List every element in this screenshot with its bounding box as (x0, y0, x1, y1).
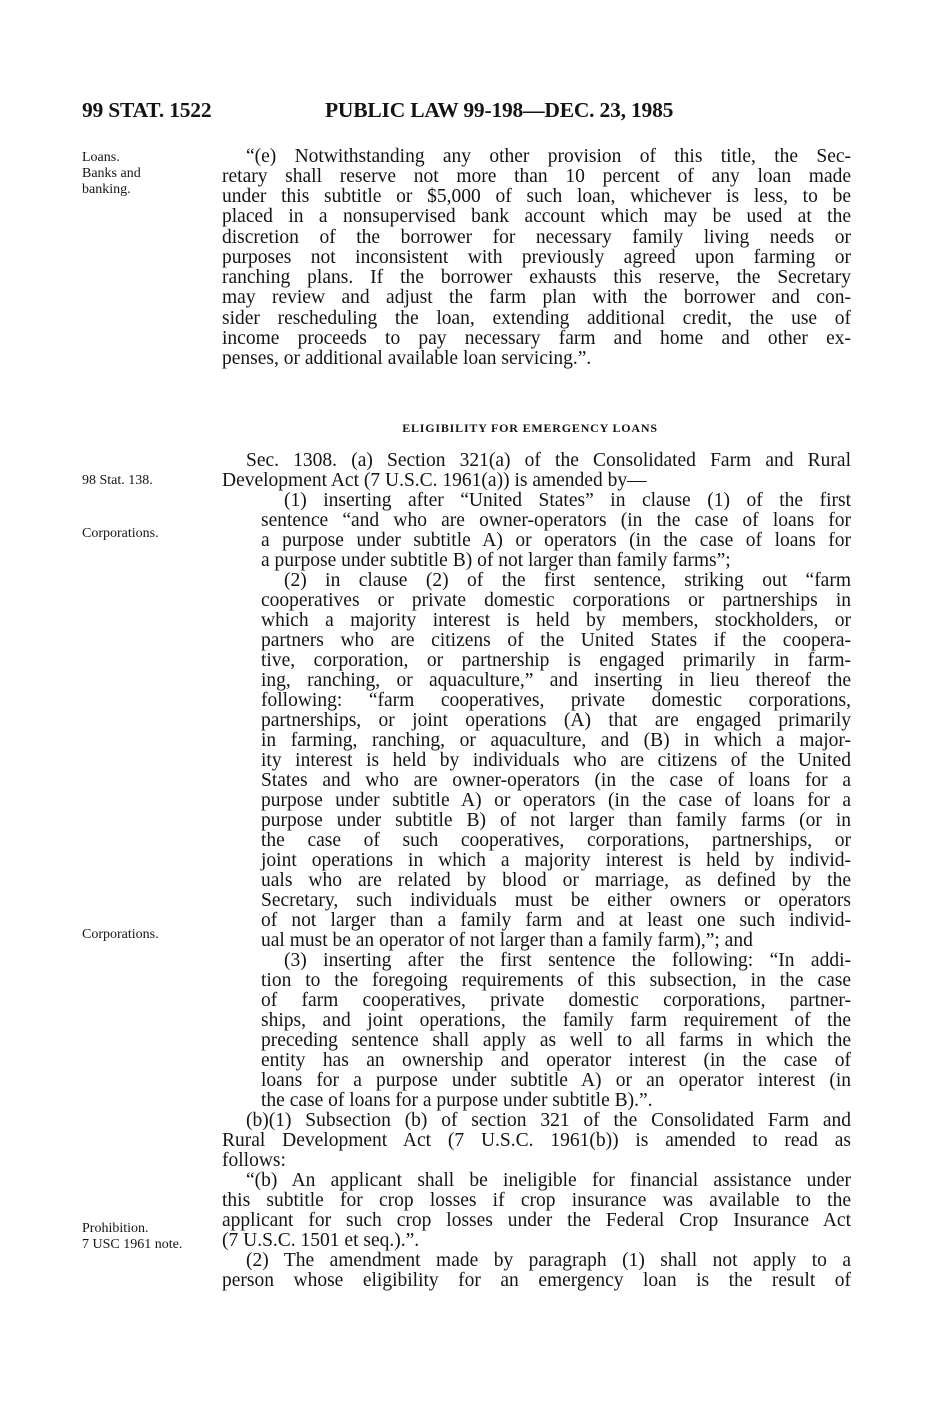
text-line: which a majority interest is held by members, stockholders, or (261, 610, 851, 631)
text-line: preceding sentence shall apply as well to all farms in which the (261, 1030, 851, 1051)
text-line: “(e) Notwithstanding any other provision of this title, the Sec- (246, 146, 851, 167)
text-line: under this subtitle or $5,000 of such loan, whichever is less, to be (222, 186, 851, 207)
margin-note-loans (82, 150, 222, 198)
text-line: (2) in clause (2) of the first sentence, striking out “farm (284, 570, 851, 591)
text-line: (7 U.S.C. 1501 et seq.).”. (222, 1230, 420, 1251)
text-line: the case of loans for a purpose under subtitle B).”. (261, 1090, 653, 1111)
text-line: purpose under subtitle A) or operators (in the case of loans for a (261, 790, 851, 811)
margin-note-prohibition (82, 1221, 222, 1253)
text-line: partnerships, or joint operations (A) that are engaged primarily (261, 710, 851, 731)
text-line: of farm cooperatives, private domestic corporations, partner- (261, 990, 851, 1011)
stat-page-number: 99 STAT. 1522 (82, 98, 212, 122)
law-title: PUBLIC LAW 99-198—DEC. 23, 1985 (325, 98, 674, 122)
text-line: ing, ranching, or aquaculture,” and inserting in lieu thereof the (261, 670, 851, 691)
text-line: ual must be an operator of not larger than a family farm),”; and (261, 930, 753, 951)
margin-note-line: Corporations. (82, 927, 159, 942)
text-line: follows: (222, 1150, 286, 1171)
text-line: loans for a purpose under subtitle A) or an operator interest (in (261, 1070, 851, 1091)
text-line: purposes not inconsistent with previously agreed upon farming or (222, 247, 851, 268)
margin-note-line: 98 Stat. 138. (82, 473, 153, 488)
text-line: placed in a nonsupervised bank account which may be used at the (222, 206, 851, 227)
text-line: discretion of the borrower for necessary family living needs or (222, 227, 851, 248)
text-line: (b)(1) Subsection (b) of section 321 of the Consolidated Farm and (246, 1110, 851, 1131)
text-line: income proceeds to pay necessary farm and home and other ex- (222, 328, 851, 349)
text-line: tive, corporation, or partnership is engaged primarily in farm- (261, 650, 851, 671)
text-line: a purpose under subtitle B) of not larger than family farms”; (261, 550, 731, 571)
margin-note-line: Prohibition. (82, 1221, 149, 1236)
text-line: ranching plans. If the borrower exhausts this reserve, the Secretary (222, 267, 851, 288)
text-line: may review and adjust the farm plan with the borrower and con- (222, 287, 851, 308)
text-line: retary shall reserve not more than 10 percent of any loan made (222, 166, 851, 187)
text-line: States and who are owner-operators (in the case of loans for a (261, 770, 851, 791)
text-line: (1) inserting after “United States” in clause (1) of the first (284, 490, 851, 511)
text-line: “(b) An applicant shall be ineligible for financial assistance under (246, 1170, 851, 1191)
margin-note-corporations (82, 526, 222, 542)
text-line: partners who are citizens of the United States if the coopera- (261, 630, 851, 651)
margin-note-line: 7 USC 1961 note. (82, 1237, 183, 1252)
text-line: ity interest is held by individuals who are citizens of the United (261, 750, 851, 771)
text-line: applicant for such crop losses under the Federal Crop Insurance Act (222, 1210, 851, 1231)
text-line: Secretary, such individuals must be either owners or operators (261, 890, 851, 911)
section-line: Sec. 1308. (a) Section 321(a) of the Consolidated Farm and Rural (246, 450, 851, 471)
text-line: joint operations in which a majority interest is held by individ- (261, 850, 851, 871)
text-line: purpose under subtitle B) of not larger than family farms (or in (261, 810, 851, 831)
text-line: entity has an ownership and operator interest (in the case of (261, 1050, 851, 1071)
text-line: a purpose under subtitle A) or operators (in the case of loans for (261, 530, 851, 551)
text-line: following: “farm cooperatives, private domestic corporations, (261, 690, 851, 711)
text-line: (2) The amendment made by paragraph (1) shall not apply to a (246, 1250, 851, 1271)
text-line: uals who are related by blood or marriage, as defined by the (261, 870, 851, 891)
margin-note-line: Corporations. (82, 526, 159, 541)
margin-note-stat (82, 473, 222, 489)
text-line: of not larger than a family farm and at least one such individ- (261, 910, 851, 931)
text-line: Development Act (7 U.S.C. 1961(a)) is amended by— (222, 470, 647, 491)
margin-note-line: banking. (82, 182, 131, 197)
text-line: the case of such cooperatives, corporations, partnerships, or (261, 830, 851, 851)
text-line: penses, or additional available loan servicing.”. (222, 348, 592, 369)
section-heading: ELIGIBILITY FOR EMERGENCY LOANS (402, 421, 658, 435)
text-line: in farming, ranching, or aquaculture, and (B) in which a major- (261, 730, 851, 751)
text-line: tion to the foregoing requirements of this subsection, in the case (261, 970, 851, 991)
margin-note-corporations (82, 927, 222, 943)
margin-note-line: Loans. (82, 150, 120, 165)
text-line: ships, and joint operations, the family farm requirement of the (261, 1010, 851, 1031)
text-line: cooperatives or private domestic corporations or partnerships in (261, 590, 851, 611)
text-line: this subtitle for crop losses if crop insurance was available to the (222, 1190, 851, 1211)
text-line: (3) inserting after the first sentence the following: “In addi- (284, 950, 851, 971)
text-line: Rural Development Act (7 U.S.C. 1961(b)) is amended to read as (222, 1130, 851, 1151)
text-line: person whose eligibility for an emergency loan is the result of (222, 1270, 851, 1291)
text-line: sentence “and who are owner-operators (in the case of loans for (261, 510, 851, 531)
text-line: sider rescheduling the loan, extending additional credit, the use of (222, 308, 851, 329)
margin-note-line: Banks and (82, 166, 141, 181)
